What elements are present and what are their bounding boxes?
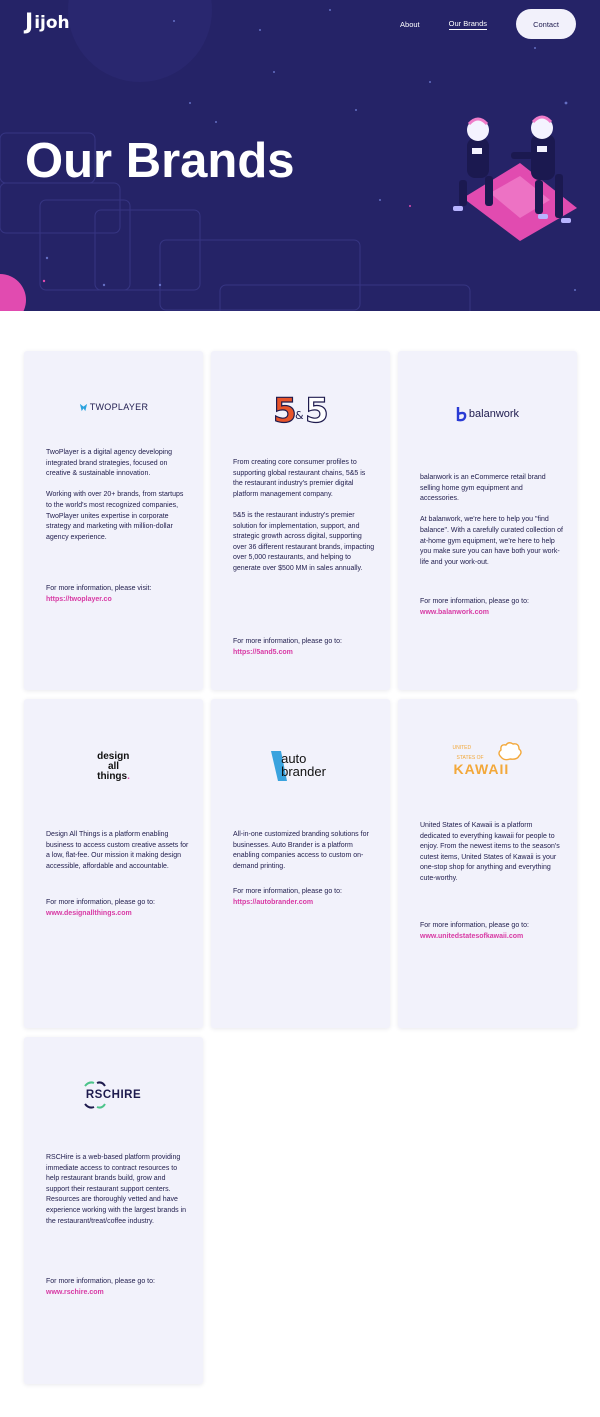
brand-description bbox=[46, 448, 189, 543]
brand-link[interactable]: www.unitedstatesofkawaii.com bbox=[420, 932, 524, 940]
brand-paragraph: 5&5 is the restaurant industry's premier solution for implementation, support, and strategic growth across digital, supporting over 36 different restaurant brands, impacting over 5,000 restaurants, and helping to generate over $500 MM in sales annually. bbox=[233, 511, 375, 572]
logo-line: KAWAII bbox=[453, 761, 510, 777]
brand-paragraph: TwoPlayer is a digital agency developing integrated brand strategies, focused on creative & sustainable innovation. bbox=[46, 449, 173, 478]
logo-text: ijoh bbox=[34, 12, 70, 33]
balanwork-logo bbox=[398, 405, 577, 423]
brand-link[interactable]: www.designallthings.com bbox=[46, 909, 132, 917]
5and5-logo-graphic bbox=[272, 391, 330, 427]
logo-j: J bbox=[25, 10, 34, 35]
twoplayer-mark-icon bbox=[79, 403, 88, 412]
nav-about[interactable]: About bbox=[400, 19, 420, 29]
contact-button[interactable]: Contact bbox=[516, 9, 576, 39]
hero-banner bbox=[0, 0, 600, 311]
svg-text:5: 5 bbox=[304, 391, 329, 427]
brand-description bbox=[420, 821, 563, 885]
brand-description bbox=[233, 458, 376, 575]
rschire-logo-text: RSCHIRE bbox=[85, 1089, 142, 1101]
balanwork-logo-text: balanwork bbox=[468, 408, 520, 420]
more-info-label: For more information, please go to: bbox=[233, 888, 342, 895]
svg-text:5: 5 bbox=[272, 391, 297, 427]
brand-link[interactable]: www.balanwork.com bbox=[420, 608, 489, 616]
brand-more-info bbox=[233, 887, 378, 908]
logo-line: auto bbox=[281, 751, 307, 766]
autobrander-logo bbox=[211, 750, 390, 780]
brand-card-kawaii bbox=[398, 699, 577, 1028]
brand-paragraph: From creating core consumer profiles to supporting global restaurant chains, 5&5 is the restaurant industry's premier digital platform management company. bbox=[233, 459, 366, 498]
brand-card-twoplayer bbox=[24, 351, 203, 690]
brand-card-rschire bbox=[24, 1037, 203, 1384]
brand-more-info bbox=[46, 584, 191, 605]
brand-link[interactable]: www.rschire.com bbox=[46, 1288, 104, 1296]
logo-line: UNITED bbox=[452, 745, 472, 751]
site-logo[interactable] bbox=[25, 10, 70, 35]
rschire-logo bbox=[24, 1080, 203, 1110]
logo-line: STATES OF bbox=[456, 755, 484, 761]
more-info-label: For more information, please go to: bbox=[233, 638, 342, 645]
brand-paragraph: Design All Things is a platform enabling business to access custom creative assets for a low, flat-fee. Our mission it making design accessible, affordable and accountable. bbox=[46, 831, 189, 870]
page-title: Our Brands bbox=[25, 134, 295, 188]
twoplayer-logo bbox=[24, 400, 203, 414]
cloud-mascot-icon bbox=[497, 741, 523, 763]
brand-more-info bbox=[46, 898, 191, 919]
brand-paragraph: balanwork is an eCommerce retail brand selling home gym equipment and accessories. bbox=[420, 474, 546, 503]
logo-line: brander bbox=[281, 764, 326, 779]
brand-paragraph: All-in-one customized branding solutions for businesses. Auto Brander is a platform enabling companies access to custom on-demand printing. bbox=[233, 831, 369, 870]
brand-link[interactable]: https://autobrander.com bbox=[233, 898, 314, 906]
more-info-label: For more information, please go to: bbox=[46, 899, 155, 906]
logo-line: all bbox=[107, 761, 120, 772]
brand-more-info bbox=[233, 637, 378, 658]
brand-more-info bbox=[420, 597, 565, 618]
brand-description bbox=[46, 830, 189, 872]
brand-paragraph: At balanwork, we're here to help you "find balance". With a carefully curated collection of at-home gym equipment, we're here to help you make sure you can have both your work-life and your work-out. bbox=[420, 516, 563, 566]
designallthings-logo: design all things. bbox=[97, 751, 130, 782]
logo-line: things bbox=[97, 771, 128, 782]
nav-our-brands[interactable]: Our Brands bbox=[448, 18, 487, 28]
more-info-label: For more information, please go to: bbox=[420, 922, 529, 929]
brand-paragraph: United States of Kawaii is a platform dedicated to everything kawaii for people to enjoy. From the newest items to the season's cutest items, United States of Kawaii is your one-stop shop for anything and everything cute-worthy. bbox=[420, 822, 560, 882]
svg-text:&: & bbox=[294, 409, 304, 422]
5and5-logo bbox=[211, 389, 390, 429]
astronauts-illustration bbox=[445, 108, 585, 243]
brand-card-balanwork bbox=[398, 351, 577, 690]
brand-description bbox=[233, 830, 376, 872]
more-info-label: For more information, please go to: bbox=[46, 1278, 155, 1285]
brand-description bbox=[420, 473, 563, 568]
more-info-label: For more information, please visit: bbox=[46, 585, 152, 592]
more-info-label: For more information, please go to: bbox=[420, 598, 529, 605]
brand-more-info bbox=[420, 921, 565, 942]
brand-paragraph: RSCHire is a web-based platform providing immediate access to contract resources to help restaurant brands build, grow and support their restaurant support centers. Resources are thoroughly vetted and have experience working with the largest brands in the restaurant/treat/coffee industry. bbox=[46, 1154, 187, 1225]
balanwork-mark-icon bbox=[456, 406, 467, 422]
brand-card-designallthings bbox=[24, 699, 203, 1028]
twoplayer-logo-text: TWOPLAYER bbox=[89, 402, 149, 412]
kawaii-logo bbox=[398, 741, 577, 779]
brand-description bbox=[46, 1153, 189, 1227]
brand-paragraph: Working with over 20+ brands, from startups to the world's most recognized companies, TwoPlayer unites expertise in corporate strategy and marketing with million-dollar agency experience. bbox=[46, 491, 184, 541]
brand-more-info bbox=[46, 1277, 191, 1298]
brand-card-autobrander bbox=[211, 699, 390, 1028]
main-nav bbox=[400, 9, 576, 39]
brand-link[interactable]: https://twoplayer.co bbox=[46, 595, 112, 603]
logo-line: design bbox=[97, 751, 130, 762]
brand-link[interactable]: https://5and5.com bbox=[233, 648, 293, 656]
brand-card-5and5 bbox=[211, 351, 390, 690]
